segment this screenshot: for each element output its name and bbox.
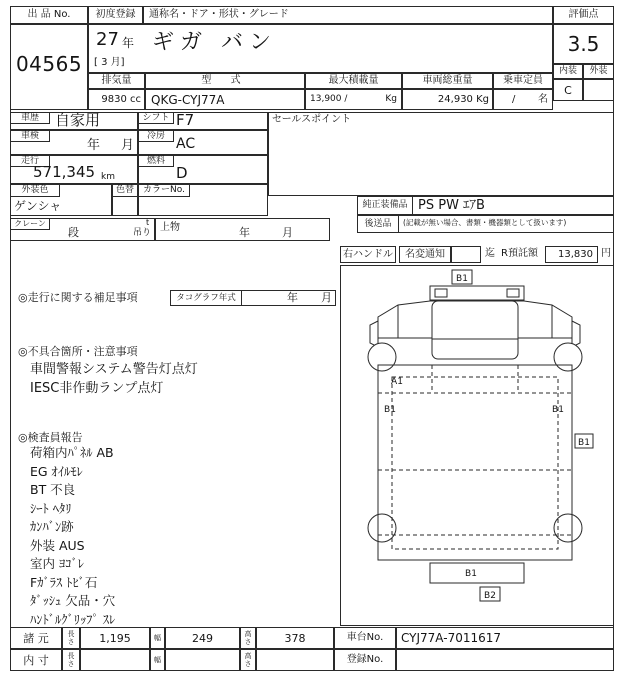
- truck-diagram: [340, 265, 614, 626]
- inspector-note: 室内 ﾖｺﾞﾚ: [30, 556, 84, 571]
- capacity-label: 乗車定員: [493, 73, 553, 89]
- crane-ton-unit: t: [146, 218, 150, 227]
- exterior-grade: [583, 79, 614, 101]
- equipment-value: PS PW ｴｱB: [418, 198, 485, 213]
- overall-score: 3.5: [553, 24, 614, 64]
- tacho-year-unit: 年: [287, 291, 298, 304]
- model-name: ギガ バン: [152, 30, 277, 55]
- crane-stage-unit: 段: [68, 226, 79, 239]
- inspector-note: ｼｰﾄ ﾍﾀﾘ: [30, 500, 72, 516]
- crane-lift-unit: 吊り: [133, 228, 152, 238]
- damage-mark-front-top: B1: [456, 274, 468, 284]
- defects-list: [30, 360, 198, 398]
- inspector-report-title: ◎検査員報告: [18, 431, 83, 444]
- crane-label: クレーン: [10, 218, 50, 230]
- fuel-label: 燃料: [138, 155, 174, 167]
- model-code-value: QKG-CYJ77A: [145, 89, 305, 110]
- history-value: 自家用: [55, 111, 101, 129]
- inner-height-label-cell: [240, 649, 256, 671]
- registration-number: [396, 649, 614, 671]
- model-code-label: 型 式: [145, 73, 305, 89]
- color-value: ゲンシャ: [14, 199, 62, 213]
- inspector-note: ﾊﾝﾄﾞﾙｸﾞﾘｯﾌﾟ ｽﾚ: [30, 611, 116, 627]
- gross-weight-value: 24,930 Kg: [402, 89, 493, 110]
- height-label-cell: [240, 627, 256, 649]
- cab-outline: [378, 301, 572, 365]
- height-label: 高さ: [244, 630, 252, 646]
- inner-length-label: 長さ: [67, 652, 75, 668]
- chassis-number: CYJ77A-7011617: [396, 627, 614, 649]
- body-month-unit: 月: [282, 226, 293, 239]
- length-value: 1,195: [80, 627, 150, 649]
- inspection-month-unit: 月: [121, 138, 135, 153]
- dimensions-label: 諸 元: [10, 627, 62, 649]
- registration-number-label: 登録No.: [334, 649, 396, 671]
- inner-height-value: [256, 649, 334, 671]
- damage-mark-cab-left: A1: [391, 377, 403, 387]
- damage-mark-body-right: B1: [552, 405, 564, 415]
- max-load-value: 13,900 /: [310, 94, 348, 104]
- max-load-cell: [305, 89, 402, 110]
- damage-mark-rear: B1: [465, 569, 477, 579]
- color-label: 外装色: [10, 184, 60, 197]
- equipment-label: 純正装備品: [357, 196, 413, 215]
- inner-length-label-cell: [62, 649, 80, 671]
- inspector-note: ｶﾝﾊﾞﾝ跡: [30, 519, 74, 534]
- cab-roof: [432, 301, 518, 359]
- recycle-unit: 円: [601, 248, 611, 259]
- lot-number-label: 出 品 No.: [10, 6, 88, 24]
- max-load-label: 最大積載量: [305, 73, 402, 89]
- name-change-until: 迄: [485, 248, 495, 259]
- mirror-right: [572, 321, 580, 347]
- name-change-label: 名変通知: [399, 246, 451, 263]
- front-step-left: [435, 289, 447, 297]
- color-change-label: 色替: [112, 184, 138, 197]
- body-label: 上物: [160, 222, 180, 233]
- width-value: 249: [165, 627, 240, 649]
- height-value: 378: [256, 627, 334, 649]
- inspector-note: ﾀﾞｯｼｭ 欠品・穴: [30, 593, 116, 608]
- mileage-label: 走行: [10, 155, 50, 167]
- registration-year: 27: [96, 29, 119, 50]
- capacity-unit: 名: [538, 93, 548, 105]
- deferred-note: (記載が無い場合、書類・機器類として扱います): [403, 218, 567, 227]
- inspector-note: EG ｵｲﾙﾓﾚ: [30, 463, 83, 479]
- vehicle-name-label: 通称名・ドア・形状・グレード: [143, 6, 553, 24]
- inner-width-label: 幅: [154, 656, 161, 664]
- capacity-cell: [493, 89, 553, 110]
- chassis-number-label: 車台No.: [334, 627, 396, 649]
- color-no-label: カラーNo.: [138, 184, 190, 197]
- steering-badge: 右ハンドル: [340, 246, 396, 263]
- cargo-body: [378, 365, 572, 560]
- inner-length-value: [80, 649, 150, 671]
- wheel-front-left: [368, 343, 396, 371]
- inner-width-value: [165, 649, 240, 671]
- mirror-left: [370, 321, 378, 347]
- lot-number: 04565: [10, 24, 88, 110]
- shift-label: シフト: [138, 112, 174, 124]
- cargo-inner-panel: [392, 377, 558, 549]
- inspector-notes-list: [30, 444, 115, 629]
- fuel-value: D: [176, 164, 188, 182]
- tacho-month-unit: 月: [321, 291, 332, 304]
- ac-value: AC: [176, 136, 196, 152]
- inspector-note: 外装 AUS: [30, 537, 85, 553]
- registration-year-unit: 年: [122, 36, 135, 50]
- inspection-label: 車検: [10, 130, 50, 142]
- interior-grade-label: 内装: [553, 64, 583, 79]
- name-change-date: [451, 246, 481, 263]
- deferred-label: 後送品: [357, 215, 399, 233]
- gross-weight-label: 車両総重量: [402, 73, 493, 89]
- defect-item: IESC非作動ランプ点灯: [30, 381, 164, 396]
- body-year-unit: 年: [239, 226, 250, 239]
- inner-width-label-cell: [150, 649, 165, 671]
- displacement-value: 9830 cc: [88, 89, 145, 110]
- driving-remarks-title: ◎走行に関する補足事項: [18, 291, 138, 304]
- inner-dimensions-label: 内 寸: [10, 649, 62, 671]
- exterior-grade-label: 外装: [583, 64, 614, 79]
- inspector-note: Fｶﾞﾗｽ ﾄﾋﾞ石: [30, 574, 98, 590]
- defects-title: ◎不具合箇所・注意事項: [18, 345, 138, 358]
- registration-month: [ 3 月]: [94, 57, 125, 68]
- inspector-note: BT 不良: [30, 482, 76, 497]
- width-label-cell: [150, 627, 165, 649]
- wheel-front-right: [554, 343, 582, 371]
- mileage-unit: km: [101, 172, 115, 182]
- inspection-year-unit: 年: [87, 138, 101, 153]
- damage-mark-body-left: B1: [384, 405, 396, 415]
- front-bumper: [430, 286, 524, 300]
- first-registration-label: 初度登録: [88, 6, 143, 24]
- defect-item: 車間警報システム警告灯点灯: [30, 362, 198, 377]
- ac-label: 冷房: [138, 130, 174, 142]
- damage-mark-rear-bumper: B2: [484, 591, 496, 601]
- displacement-label: 排気量: [88, 73, 145, 89]
- max-load-unit: Kg: [385, 94, 397, 104]
- length-label: 長さ: [67, 630, 75, 646]
- score-label: 評価点: [553, 6, 614, 24]
- recycle-amount: 13,830: [545, 246, 598, 263]
- sales-point-label: セールスポイント: [272, 114, 352, 125]
- front-step-right: [507, 289, 519, 297]
- history-label: 車歴: [10, 112, 50, 124]
- shift-value: F7: [176, 111, 195, 129]
- width-label: 幅: [154, 634, 161, 642]
- interior-grade: C: [553, 79, 583, 101]
- rear-frame: [430, 563, 524, 583]
- length-label-cell: [62, 627, 80, 649]
- recycle-label: R預託額: [501, 248, 538, 259]
- tacho-label: タコグラフ年式: [170, 290, 242, 306]
- mileage-value: 571,345: [33, 163, 96, 181]
- damage-mark-side-right: B1: [578, 438, 590, 448]
- inspector-note: 荷箱内ﾊﾟﾈﾙ AB: [30, 445, 114, 460]
- capacity-separator: /: [512, 93, 516, 105]
- inner-height-label: 高さ: [244, 652, 252, 668]
